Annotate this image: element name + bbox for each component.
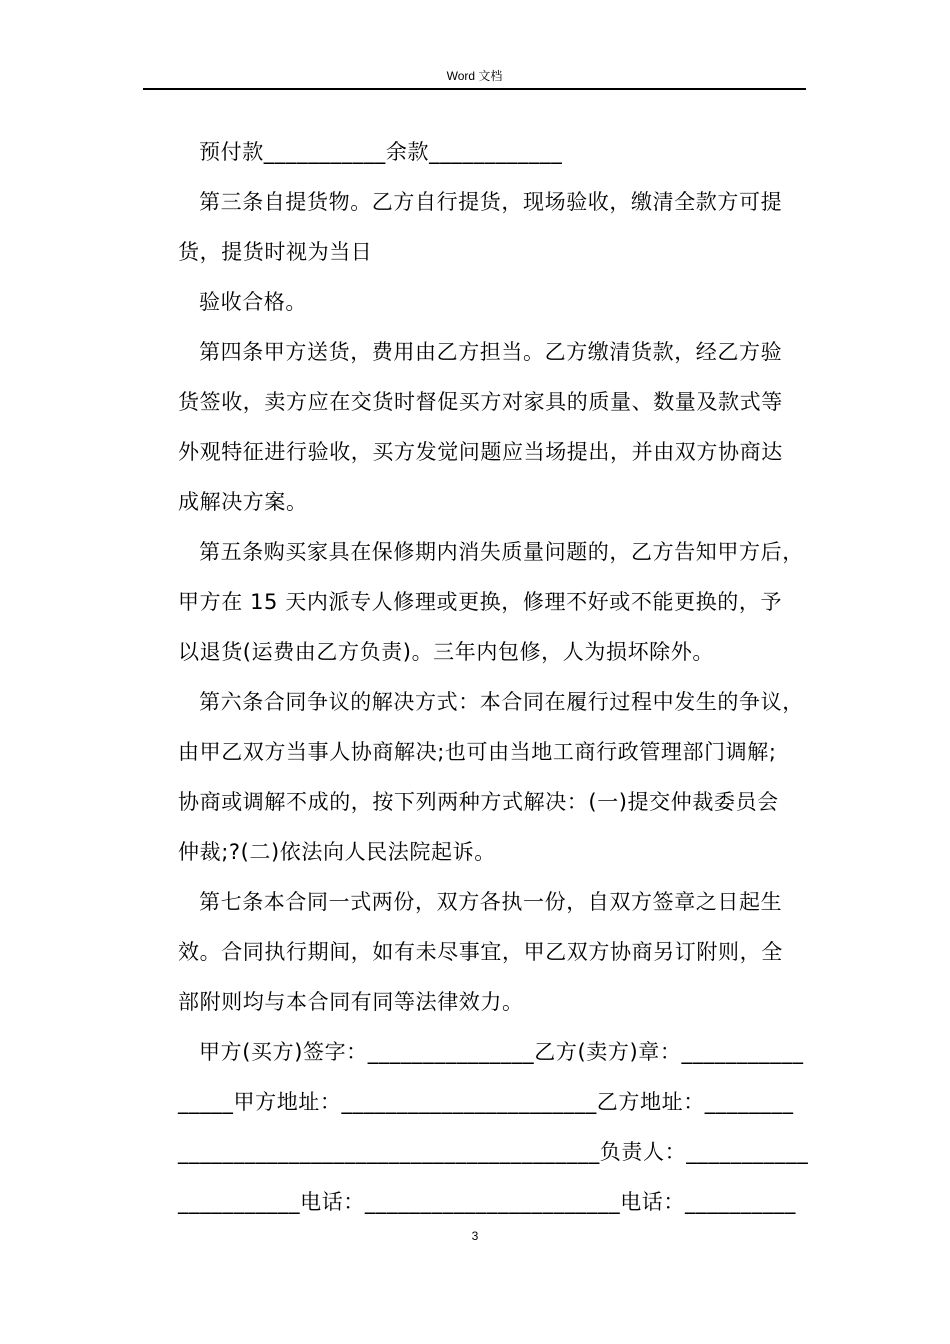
signature-line: ______________________________________负责人：___________ xyxy=(178,1140,809,1164)
paragraph-line: 第七条本合同一式两份，双方各执一份，自双方签章之日起生 xyxy=(199,890,783,914)
paragraph-line: 仲裁;?(二)依法向人民法院起诉。 xyxy=(178,840,496,864)
paragraph-line: 货签收，卖方应在交货时督促买方对家具的质量、数量及款式等 xyxy=(178,390,783,414)
page-header xyxy=(143,66,806,90)
paragraph-line: 成解决方案。 xyxy=(178,490,308,514)
signature-line: ___________电话：_______________________电话：__________ xyxy=(178,1190,796,1214)
paragraph-line: 甲方在 15 天内派专人修理或更换，修理不好或不能更换的，予 xyxy=(178,590,783,614)
paragraph-line: 效。合同执行期间，如有未尽事宜，甲乙双方协商另订附则，全 xyxy=(178,940,783,964)
paragraph-line: 验收合格。 xyxy=(199,290,307,314)
paragraph-line: 货，提货时视为当日 xyxy=(178,240,373,264)
signature-line: 甲方(买方)签字：_______________乙方(卖方)章：___________ xyxy=(199,1040,804,1064)
signature-line: _____甲方地址：_______________________乙方地址：________ xyxy=(178,1090,794,1114)
paragraph-line: 由甲乙双方当事人协商解决;也可由当地工商行政管理部门调解; xyxy=(178,740,777,764)
paragraph-line: 以退货(运费由乙方负责)。三年内包修，人为损坏除外。 xyxy=(178,640,714,664)
paragraph-line: 第三条自提货物。乙方自行提货，现场验收，缴清全款方可提 xyxy=(199,190,783,214)
paragraph-line: 外观特征进行验收，买方发觉问题应当场提出，并由双方协商达 xyxy=(178,440,783,464)
paragraph-line: 第六条合同争议的解决方式：本合同在履行过程中发生的争议， xyxy=(199,690,804,714)
paragraph-line: 部附则均与本合同有同等法律效力。 xyxy=(178,990,524,1014)
paragraph-line: 第四条甲方送货，费用由乙方担当。乙方缴清货款，经乙方验 xyxy=(199,340,783,364)
paragraph-line: 协商或调解不成的，按下列两种方式解决：(一)提交仲裁委员会 xyxy=(178,790,779,814)
paragraph-line: 第五条购买家具在保修期内消失质量问题的，乙方告知甲方后， xyxy=(199,540,804,564)
paragraph-line: 预付款___________余款____________ xyxy=(199,140,563,164)
header-title: Word 文档 xyxy=(446,69,503,83)
document-body xyxy=(178,127,808,1227)
page-number: 3 xyxy=(471,1229,479,1243)
